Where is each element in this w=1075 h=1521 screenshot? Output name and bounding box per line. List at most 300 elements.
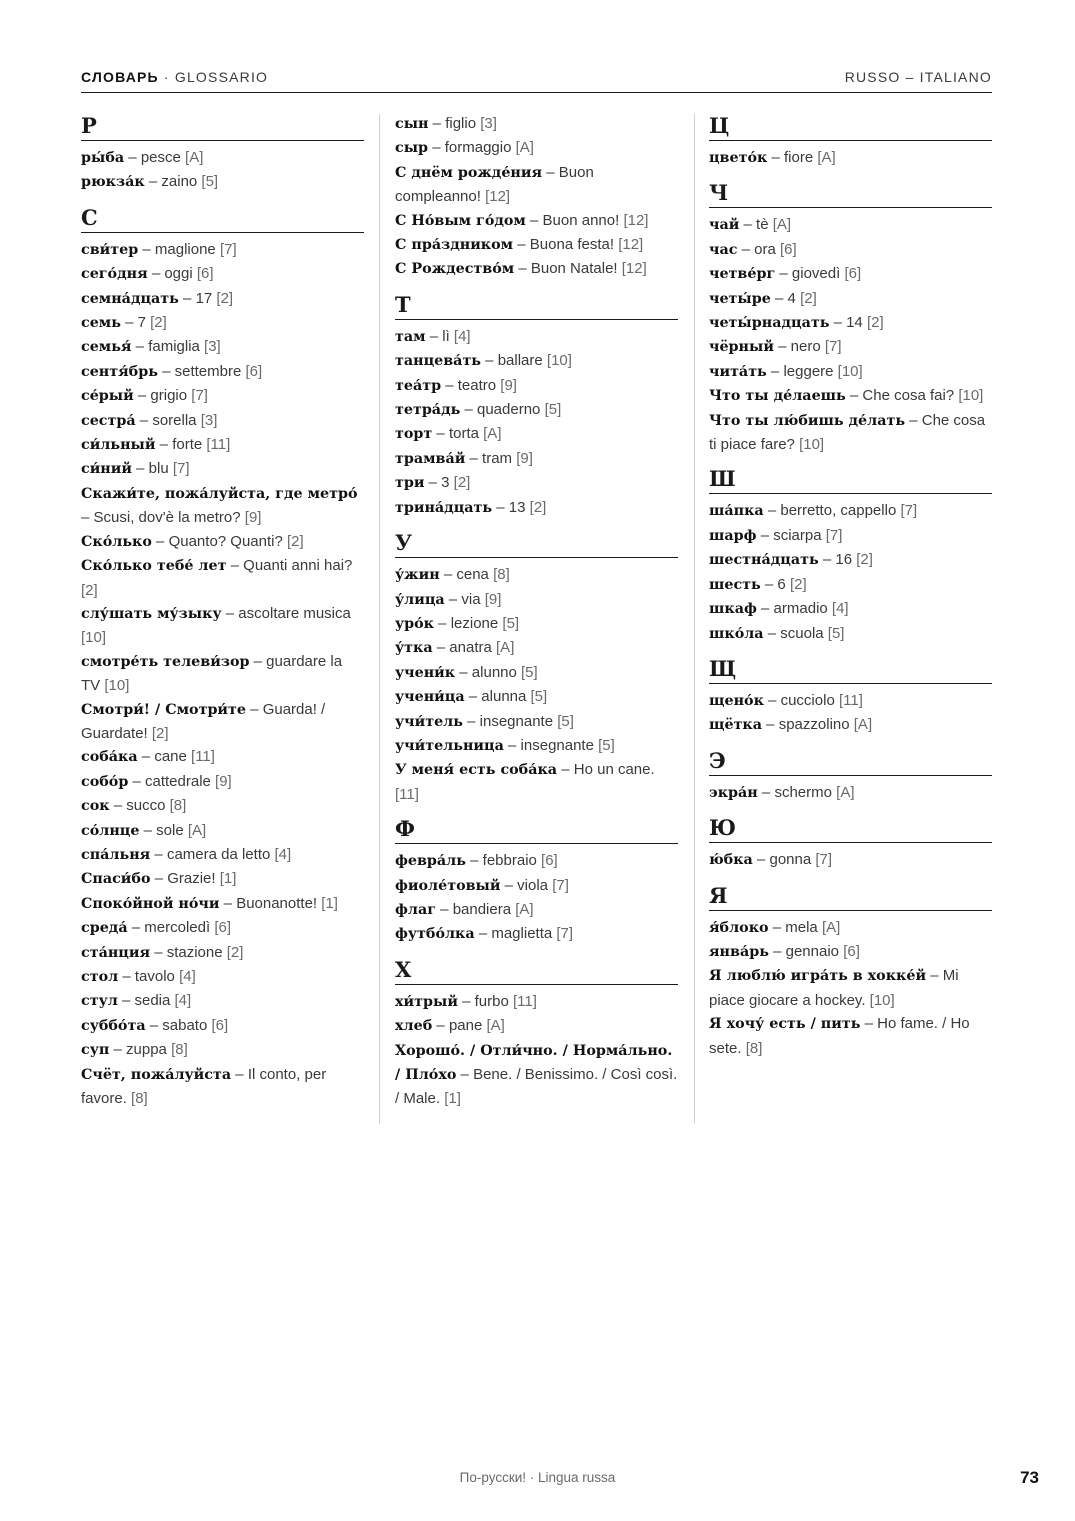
section-letter: Ч (709, 179, 992, 208)
glossary-entry: у́тка – anatra [A] (395, 639, 515, 657)
entry-italian: sorella (152, 411, 197, 429)
entry-lesson-ref: [2] (151, 724, 169, 742)
entry-italian: cattedrale (145, 772, 211, 790)
entry-lesson-ref: [5] (598, 736, 615, 754)
entry-russian: три (395, 475, 425, 492)
entry-russian: торт (395, 426, 433, 443)
glossary-entry: си́ний – blu [7] (81, 460, 190, 478)
entry-russian: флаг (395, 901, 436, 918)
glossary-entry: сок – succo [8] (81, 797, 187, 815)
entry-lesson-ref: [2] (226, 943, 244, 961)
entry-lesson-ref: [A] (772, 216, 792, 234)
entry-russian: Спаси́бо (81, 871, 151, 888)
entry-russian: сего́дня (81, 266, 148, 283)
entry-italian: spazzolino (778, 716, 850, 734)
glossary-section (81, 204, 364, 1111)
glossary-entry: шкаф – armadio [4] (709, 600, 849, 618)
glossary-entry: С Но́вым го́дом – Buon anno! [12] (395, 211, 649, 229)
glossary-entry: си́льный – forte [11] (81, 436, 231, 454)
entry-italian: formaggio (444, 139, 512, 157)
glossary-entry: Споко́йной но́чи – Buonanotte! [1] (81, 894, 338, 912)
entry-lesson-ref: [4] (453, 327, 471, 345)
entry-russian: уро́к (395, 615, 435, 632)
glossary-entry: стул – sedia [4] (81, 992, 192, 1010)
entry-italian: ballare (497, 352, 543, 370)
entry-italian: Quanti anni hai? (243, 557, 353, 575)
entry-italian: gonna (769, 851, 812, 869)
entry-lesson-ref: [7] (556, 925, 574, 943)
glossary-section (709, 112, 992, 170)
entry-russian: трина́дцать (395, 499, 493, 516)
entry-italian: famiglia (148, 338, 200, 356)
header-separator: · (158, 69, 175, 85)
entry-russian: хи́трый (395, 993, 458, 1010)
entry-russian: учи́тель (395, 713, 463, 730)
section-letter: Ю (709, 814, 992, 843)
entry-italian: Buon Natale! (530, 260, 618, 278)
entry-lesson-ref: [11] (395, 785, 419, 803)
entry-italian: maglietta (491, 925, 553, 943)
section-letter: У (395, 529, 678, 558)
glossary-entry: среда́ – mercoledì [6] (81, 919, 231, 937)
entry-lesson-ref: [6] (844, 265, 862, 283)
entry-lesson-ref: [10] (81, 629, 107, 647)
glossary-entry: флаг – bandiera [A] (395, 900, 534, 918)
entry-italian: insegnante (520, 736, 594, 754)
glossary-entry: теа́тр – teatro [9] (395, 376, 517, 394)
entry-russian: сок (81, 798, 110, 815)
entry-lesson-ref: [7] (824, 338, 842, 356)
glossary-entry: хи́трый – furbo [11] (395, 992, 537, 1010)
glossary-section (395, 112, 678, 282)
entry-russian: С пра́здником (395, 237, 514, 254)
entry-russian: у́жин (395, 567, 440, 584)
glossary-entry: соба́ка – cane [11] (81, 748, 215, 766)
glossary-entry: Смотри́! / Смотри́те – Guarda! / Guardate! [2] (81, 700, 326, 742)
entry-lesson-ref: [2] (287, 532, 304, 550)
page-header (81, 68, 992, 93)
entry-italian: guardare la TV (81, 652, 343, 695)
glossary-entry: щено́к – cucciolo [11] (709, 691, 863, 709)
glossary-section (395, 529, 678, 806)
entry-italian: leggere (783, 362, 834, 380)
entry-lesson-ref: [8] (171, 1041, 188, 1059)
glossary-entry: се́рый – grigio [7] (81, 387, 208, 405)
entry-lesson-ref: [12] (623, 211, 649, 229)
entry-russian: час (709, 241, 738, 258)
entry-italian: mercoledì (144, 919, 211, 937)
glossary-entry: тетра́дь – quaderno [5] (395, 401, 562, 419)
entry-russian: четы́ре (709, 290, 771, 307)
entry-russian: си́ний (81, 461, 132, 478)
glossary-entry: Хорошо́. / Отли́чно. / Норма́льно. / Пло́хо – Bene. / Benissimo. / Così così. / Male. [1] (395, 1042, 678, 1108)
entry-lesson-ref: [8] (493, 566, 510, 584)
entry-italian: nero (790, 338, 821, 356)
glossary-section (709, 882, 992, 1060)
entry-italian: cena (456, 566, 489, 584)
glossary-entry: четве́рг – giovedì [6] (709, 265, 862, 283)
glossary-entry: у́жин – cena [8] (395, 566, 510, 584)
entry-italian: zuppa (126, 1041, 167, 1059)
entry-russian: се́рый (81, 388, 134, 405)
entry-russian: С днём рожде́ния (395, 164, 543, 181)
entry-lesson-ref: [11] (206, 436, 231, 454)
glossary-entry: сын – figlio [3] (395, 115, 497, 132)
entry-lesson-ref: [2] (529, 498, 547, 516)
entry-lesson-ref: [12] (618, 236, 644, 254)
entry-russian: семья́ (81, 339, 132, 356)
glossary-entry: суббо́та – sabato [6] (81, 1016, 229, 1034)
entry-italian: Buona festa! (529, 236, 615, 254)
entry-italian: Buon compleanno! (395, 163, 594, 206)
entry-italian: tavolo (134, 968, 175, 985)
section-letter: Ф (395, 815, 678, 844)
entry-lesson-ref: [7] (191, 387, 208, 405)
entry-russian: стул (81, 993, 118, 1010)
glossary-entry: уро́к – lezione [5] (395, 614, 520, 632)
entry-italian: grigio (150, 387, 188, 405)
entry-lesson-ref: [12] (621, 260, 647, 278)
entry-russian: соба́ка (81, 749, 138, 766)
entry-lesson-ref: [5] (557, 712, 574, 730)
entry-italian: viola (517, 876, 549, 894)
entry-italian: Scusi, dov'è la metro? (93, 509, 241, 527)
entry-lesson-ref: [A] (496, 639, 515, 657)
entry-russian: шарф (709, 527, 757, 544)
entry-russian: янва́рь (709, 943, 769, 960)
entry-lesson-ref: [1] (444, 1090, 461, 1108)
entry-italian: schermo (774, 783, 832, 801)
entry-lesson-ref: [6] (541, 852, 558, 870)
entry-russian: сентя́брь (81, 363, 158, 380)
glossary-section (395, 291, 678, 520)
entry-russian: ры́ба (81, 150, 125, 166)
entry-italian: Bene. / Benissimo. / Così così. / Male. (395, 1066, 678, 1108)
footer-book-title: По-русски! · Lingua russa (459, 1470, 616, 1485)
glossary-entry: шестна́дцать – 16 [2] (709, 551, 873, 569)
entry-lesson-ref: [2] (150, 314, 167, 332)
entry-russian: со́лнце (81, 822, 140, 839)
entry-russian: экра́н (709, 784, 758, 801)
glossary-entry: час – ora [6] (709, 240, 797, 258)
entry-lesson-ref: [1] (321, 894, 338, 912)
entry-italian: succo (126, 797, 166, 815)
entry-russian: ста́нция (81, 944, 151, 961)
entry-russian: сын (395, 116, 429, 132)
entry-lesson-ref: [10] (546, 352, 572, 370)
glossary-entry: рюкза́к – zaino [5] (81, 173, 219, 191)
entry-italian: sabato (162, 1016, 208, 1034)
glossary-section (709, 465, 992, 645)
entry-italian: tè (756, 216, 769, 234)
glossary-entry: Что ты де́лаешь – Che cosa fai? [10] (709, 387, 984, 405)
entry-lesson-ref: [3] (200, 411, 218, 429)
glossary-entry: семна́дцать – 17 [2] (81, 289, 234, 307)
entry-italian: 13 (508, 498, 526, 516)
glossary-entry: фиоле́товый – viola [7] (395, 876, 569, 894)
entry-italian: anatra (449, 639, 492, 657)
entry-italian: 14 (846, 314, 863, 332)
entry-lesson-ref: [9] (215, 772, 232, 790)
entry-italian: Buonanotte! (236, 894, 318, 912)
entry-italian: forte (172, 436, 203, 454)
glossary-entry: Скажи́те, пожа́луйста, где метро́ – Scusi, dov'è la metro? [9] (81, 485, 358, 527)
glossary-entry: чита́ть – leggere [10] (709, 362, 863, 380)
entry-lesson-ref: [6] (214, 919, 231, 937)
glossary-column-2 (395, 112, 678, 1111)
entry-italian: berretto, cappello (780, 502, 897, 520)
glossary-entry: со́лнце – sole [A] (81, 821, 207, 839)
entry-lesson-ref: [9] (484, 590, 502, 608)
entry-lesson-ref: [6] (211, 1016, 229, 1034)
entry-italian: oggi (164, 265, 193, 283)
glossary-section (395, 815, 678, 947)
entry-russian: сестра́ (81, 412, 136, 429)
glossary-entry: сего́дня – oggi [6] (81, 265, 214, 283)
entry-russian: ю́бка (709, 852, 753, 869)
entry-russian: у́тка (395, 640, 433, 657)
entry-lesson-ref: [9] (500, 376, 517, 394)
entry-russian: си́льный (81, 437, 156, 454)
entry-lesson-ref: [7] (219, 240, 237, 258)
entry-italian: ora (754, 240, 776, 258)
entry-lesson-ref: [9] (516, 449, 533, 467)
entry-lesson-ref: [A] (515, 139, 534, 157)
glossary-entry: три – 3 [2] (395, 474, 471, 492)
entry-italian: maglione (154, 240, 216, 258)
entry-russian: февра́ль (395, 853, 466, 870)
entry-russian: шесть (709, 576, 761, 593)
entry-italian: 7 (137, 314, 146, 332)
entry-italian: Mi piace giocare a hockey. (709, 967, 959, 1009)
entry-russian: семь (81, 315, 121, 332)
entry-italian: 4 (787, 289, 796, 307)
entry-italian: cucciolo (780, 691, 835, 709)
entry-lesson-ref: [7] (552, 876, 569, 894)
entry-italian: alunno (471, 663, 517, 681)
entry-italian: giovedì (791, 265, 841, 283)
entry-italian: gennaio (785, 942, 840, 960)
entry-italian: scuola (780, 624, 824, 642)
entry-italian: furbo (474, 992, 509, 1010)
glossary-entry: стол – tavolo [4] (81, 968, 196, 985)
glossary-entry: янва́рь – gennaio [6] (709, 942, 860, 960)
glossary-entry: шко́ла – scuola [5] (709, 624, 845, 642)
entry-lesson-ref: [8] (169, 797, 187, 815)
entry-lesson-ref: [A] (185, 149, 204, 166)
entry-italian: blu (148, 460, 169, 478)
entry-italian: alunna (481, 688, 527, 706)
entry-italian: torta (448, 425, 479, 443)
glossary-entry: сестра́ – sorella [3] (81, 411, 218, 429)
entry-russian: среда́ (81, 920, 128, 937)
entry-italian: Guarda! / Guardate! (81, 700, 326, 742)
entry-lesson-ref: [4] (174, 992, 192, 1010)
entry-italian: Ho un cane. (573, 761, 655, 779)
entry-russian: у́лица (395, 591, 445, 608)
entry-lesson-ref: [10] (958, 387, 984, 405)
entry-russian: суббо́та (81, 1017, 146, 1034)
glossary-entry: учени́ца – alunna [5] (395, 688, 548, 706)
entry-russian: теа́тр (395, 377, 442, 394)
entry-lesson-ref: [10] (869, 991, 895, 1009)
glossary-entry: футбо́лка – maglietta [7] (395, 925, 574, 943)
glossary-entry: ста́нция – stazione [2] (81, 943, 244, 961)
entry-lesson-ref: [5] (521, 663, 538, 681)
entry-lesson-ref: [6] (779, 240, 797, 258)
entry-italian: Che cosa fai? (862, 387, 955, 405)
entry-lesson-ref: [A] (515, 900, 534, 918)
entry-lesson-ref: [2] (800, 289, 817, 307)
glossary-entry: я́блоко – mela [A] (709, 918, 841, 936)
section-letter: Я (709, 882, 992, 911)
glossary-section (709, 747, 992, 805)
entry-russian: Скажи́те, пожа́луйста, где метро́ (81, 485, 358, 502)
entry-lesson-ref: [4] (179, 968, 196, 985)
entry-russian: футбо́лка (395, 926, 475, 943)
entry-lesson-ref: [A] (486, 1017, 505, 1035)
entry-russian: слу́шать му́зыку (81, 605, 222, 622)
entry-italian: stazione (166, 943, 223, 961)
glossary-entry: Я люблю́ игра́ть в хокке́й – Mi piace giocare a hockey. [10] (709, 967, 959, 1009)
section-letter: Т (395, 291, 678, 320)
entry-italian: Quanto? Quanti? (168, 532, 283, 550)
entry-lesson-ref: [10] (799, 436, 825, 454)
entry-russian: суп (81, 1042, 110, 1059)
entry-russian: учени́к (395, 664, 456, 681)
entry-italian: Grazie! (167, 870, 216, 888)
glossary-entry: там – lì [4] (395, 327, 471, 345)
entry-lesson-ref: [7] (172, 460, 190, 478)
glossary-section (709, 179, 992, 456)
entry-lesson-ref: [5] (827, 624, 845, 642)
entry-italian: Ho fame. / Ho sete. (709, 1015, 970, 1057)
glossary-column-1 (81, 112, 364, 1110)
section-letter: Э (709, 747, 992, 776)
entry-italian: sciarpa (773, 526, 822, 544)
entry-lesson-ref: [5] (544, 401, 562, 419)
entry-italian: quaderno (477, 401, 541, 419)
entry-russian: Я люблю́ игра́ть в хокке́й (709, 968, 927, 985)
entry-russian: Счёт, пожа́луйста (81, 1066, 232, 1083)
glossary-entry: щётка – spazzolino [A] (709, 716, 873, 734)
column-divider (694, 114, 695, 1124)
entry-italian: lezione (450, 614, 499, 632)
glossary-entry: ры́ба – pesce [A] (81, 149, 204, 166)
entry-russian: там (395, 328, 426, 345)
glossary-entry: суп – zuppa [8] (81, 1041, 188, 1059)
entry-italian: Il conto, per favore. (81, 1065, 327, 1108)
entry-italian: pane (448, 1017, 483, 1035)
entry-lesson-ref: [2] (216, 289, 234, 307)
glossary-entry: чай – tè [A] (709, 216, 792, 234)
entry-russian: смотре́ть телеви́зор (81, 653, 250, 670)
entry-lesson-ref: [A] (836, 783, 855, 801)
entry-lesson-ref: [5] (502, 614, 520, 632)
glossary-column-3 (709, 112, 992, 1060)
section-letter: Щ (709, 655, 992, 684)
entry-lesson-ref: [1] (219, 870, 237, 888)
entry-russian: четве́рг (709, 266, 776, 283)
glossary-entry: четы́рнадцать – 14 [2] (709, 314, 884, 332)
glossary-entry: Спаси́бо – Grazie! [1] (81, 870, 237, 888)
entry-russian: Ско́лько тебе́ лет (81, 558, 227, 575)
entry-russian: Я хочу́ есть / пить (709, 1016, 861, 1033)
entry-lesson-ref: [6] (245, 362, 263, 380)
entry-russian: четы́рнадцать (709, 315, 830, 332)
entry-russian: стол (81, 969, 119, 985)
entry-lesson-ref: [7] (815, 851, 833, 869)
entry-russian: чай (709, 217, 740, 234)
entry-lesson-ref: [4] (274, 845, 292, 863)
page-number: 73 (1020, 1468, 1039, 1487)
entry-russian: С Рождество́м (395, 261, 515, 278)
entry-lesson-ref: [2] (866, 314, 884, 332)
entry-lesson-ref: [5] (201, 173, 219, 191)
entry-italian: zaino (161, 173, 198, 191)
entry-russian: цвето́к (709, 150, 768, 166)
entry-russian: У меня́ есть соба́ка (395, 762, 558, 779)
glossary-entry: Ско́лько тебе́ лет – Quanti anni hai? [2] (81, 557, 353, 599)
entry-italian: 17 (195, 289, 213, 307)
entry-russian: сыр (395, 140, 429, 157)
glossary-entry: Я хочу́ есть / пить – Ho fame. / Ho sete. [8] (709, 1015, 970, 1057)
glossary-entry: ша́пка – berretto, cappello [7] (709, 502, 918, 520)
glossary-entry: учи́тель – insegnante [5] (395, 712, 574, 730)
glossary-entry: хлеб – pane [A] (395, 1017, 505, 1035)
glossary-entry: трина́дцать – 13 [2] (395, 498, 547, 516)
glossary-section (709, 655, 992, 738)
entry-lesson-ref: [6] (196, 265, 214, 283)
entry-russian: тетра́дь (395, 402, 461, 419)
entry-russian: шко́ла (709, 625, 764, 642)
entry-lesson-ref: [2] (789, 575, 807, 593)
glossary-entry: сентя́брь – settembre [6] (81, 362, 263, 380)
entry-russian: учи́тельница (395, 737, 504, 754)
section-letter: Х (395, 956, 678, 985)
entry-russian: учени́ца (395, 689, 465, 706)
entry-russian: собо́р (81, 773, 129, 790)
entry-italian: fiore (784, 149, 814, 166)
entry-lesson-ref: [A] (821, 918, 841, 936)
entry-russian: спа́льня (81, 846, 151, 863)
entry-italian: sole (156, 821, 184, 839)
section-letter: Ш (709, 465, 992, 494)
entry-italian: figlio (445, 115, 477, 132)
entry-lesson-ref: [12] (485, 188, 511, 206)
entry-russian: ша́пка (709, 503, 764, 520)
glossary-entry: февра́ль – febbraio [6] (395, 852, 558, 870)
entry-russian: Смотри́! / Смотри́те (81, 701, 246, 718)
entry-russian: щено́к (709, 692, 764, 709)
entry-russian: я́блоко (709, 919, 769, 936)
entry-italian: pesce (140, 149, 181, 166)
glossary-entry: слу́шать му́зыку – ascoltare musica [10] (81, 604, 351, 647)
entry-italian: teatro (457, 376, 497, 394)
entry-lesson-ref: [2] (856, 551, 873, 569)
entry-lesson-ref: [2] (453, 474, 471, 492)
entry-italian: armadio (773, 600, 828, 618)
section-letter: С (81, 204, 364, 233)
glossary-entry: шарф – sciarpa [7] (709, 526, 843, 544)
entry-lesson-ref: [3] (204, 338, 221, 356)
glossary-entry: четы́ре – 4 [2] (709, 289, 817, 307)
entry-italian: Che cosa ti piace fare? (709, 411, 986, 454)
glossary-entry: трамва́й – tram [9] (395, 449, 533, 467)
glossary-entry: смотре́ть телеви́зор – guardare la TV [10] (81, 652, 343, 695)
glossary-entry: шесть – 6 [2] (709, 575, 807, 593)
entry-lesson-ref: [8] (745, 1039, 763, 1057)
